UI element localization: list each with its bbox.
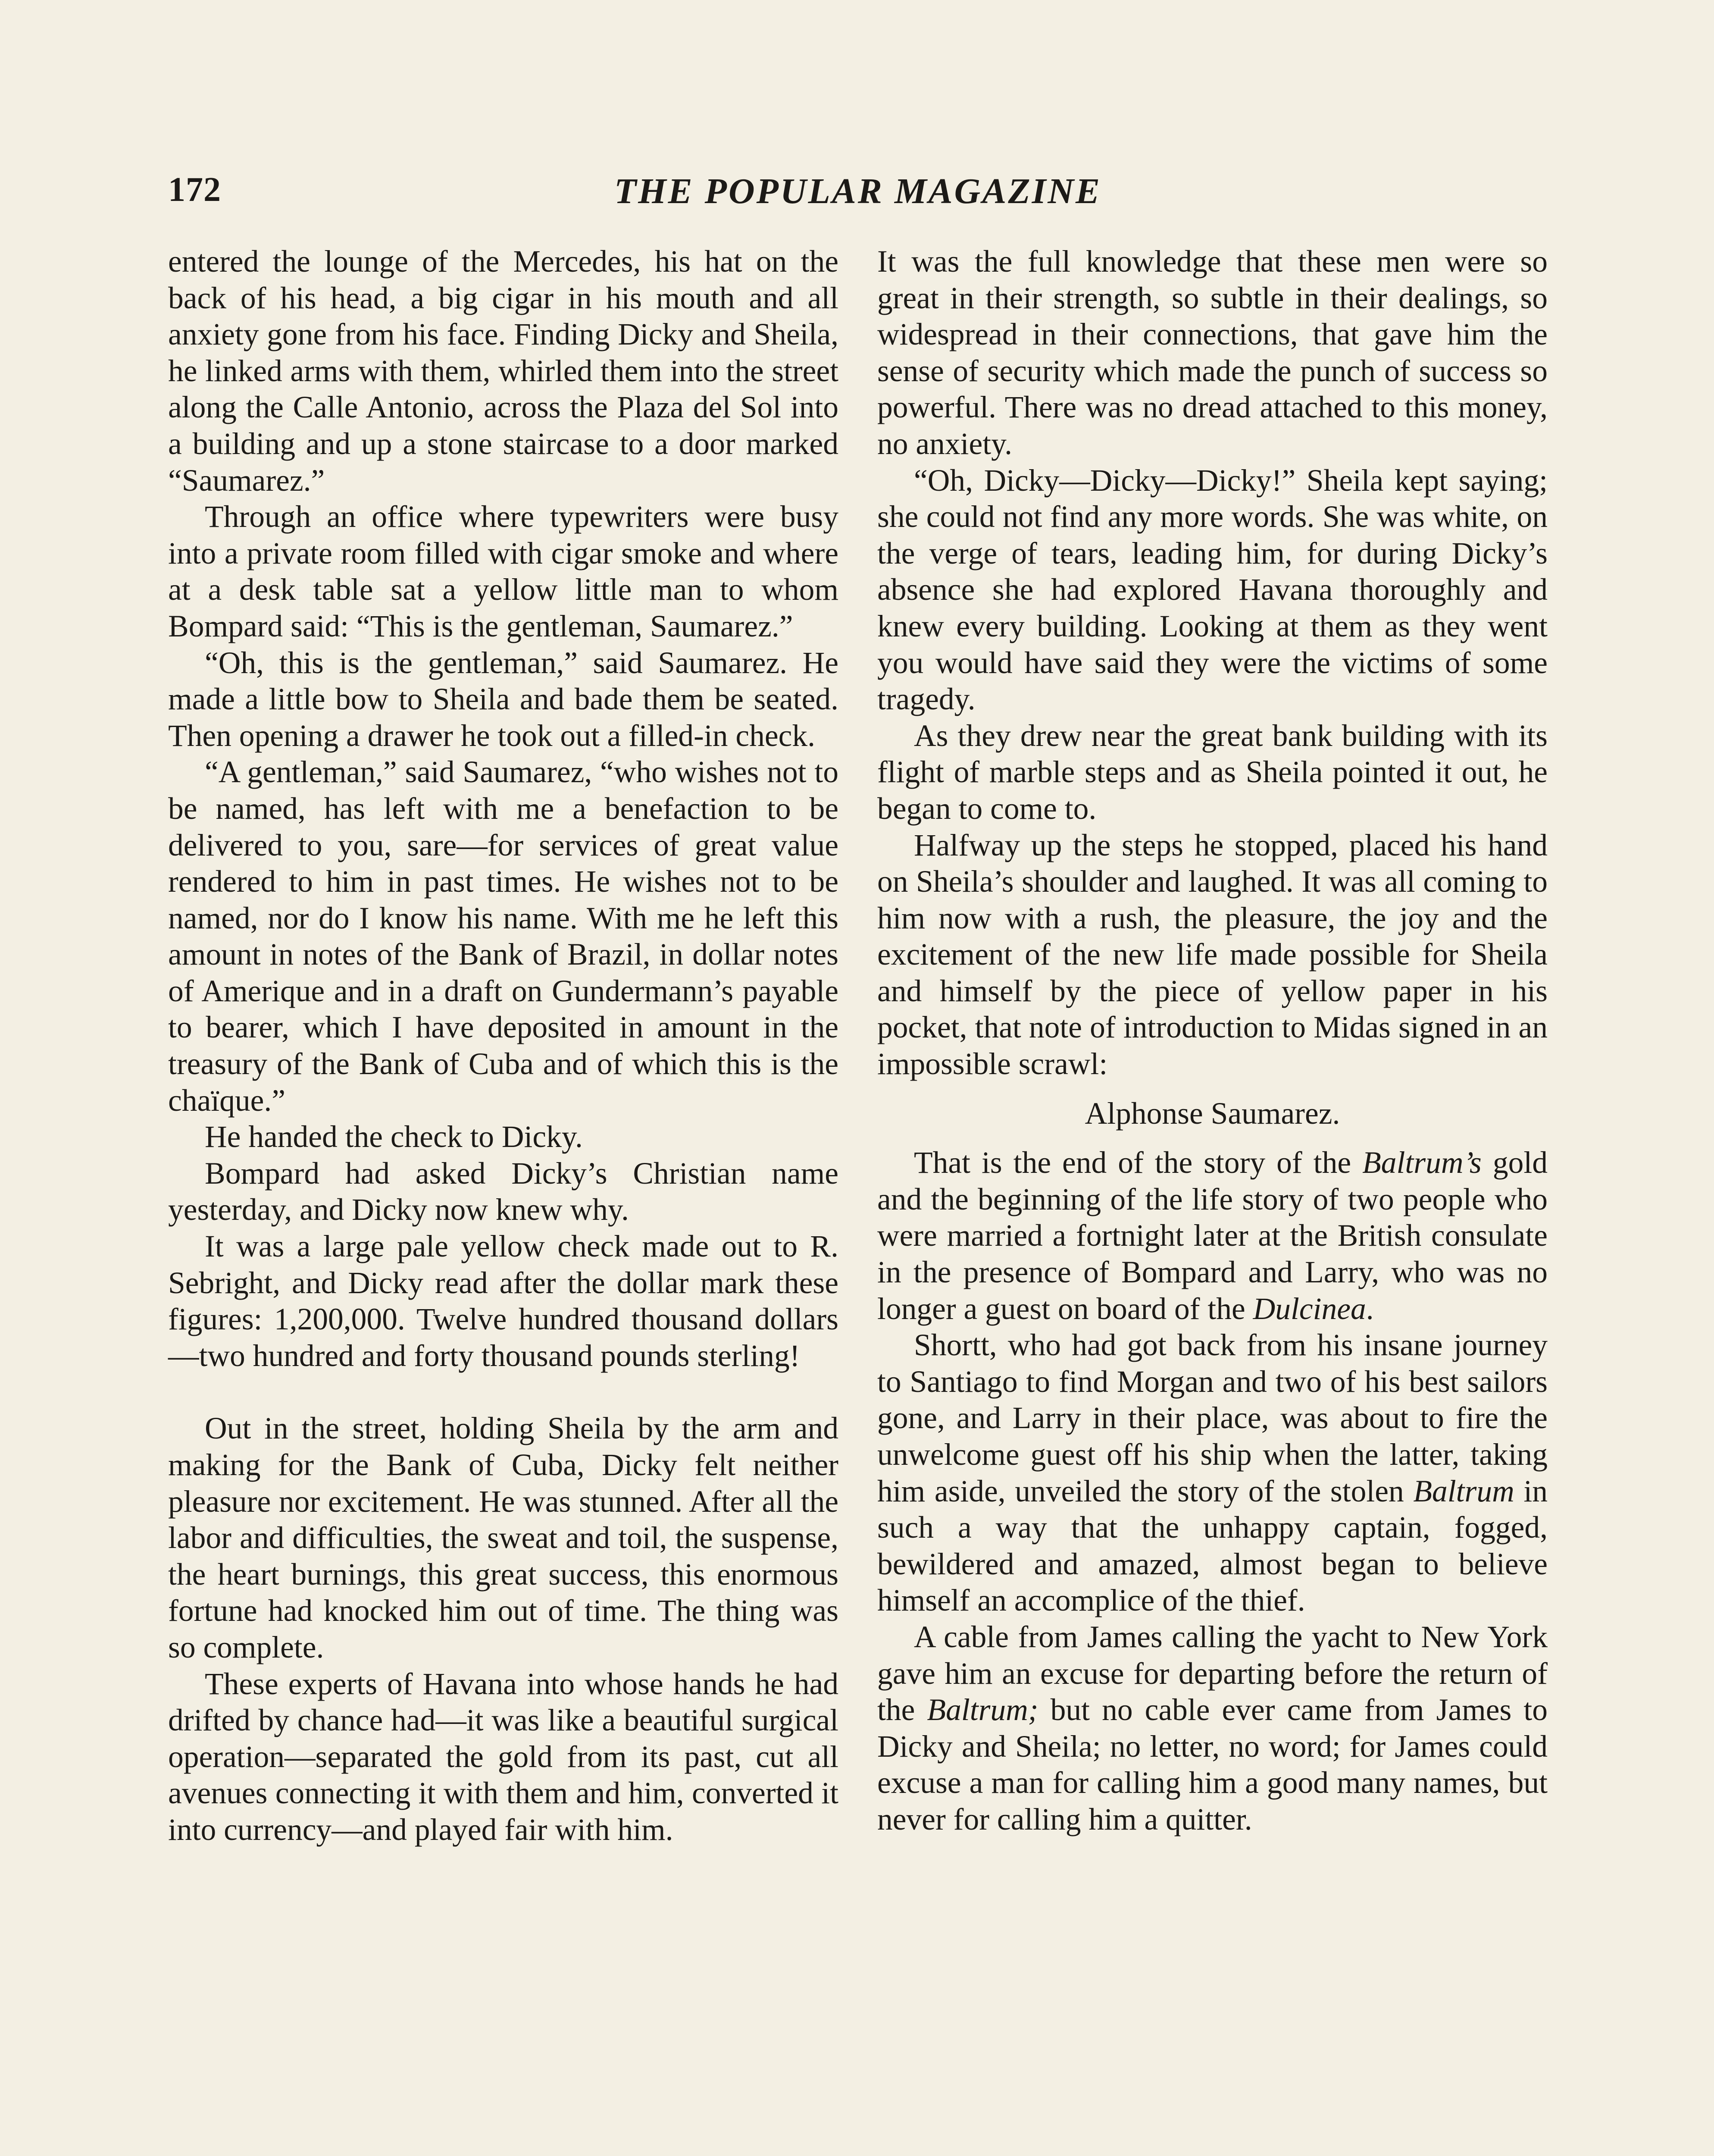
left-column: [168, 244, 838, 1849]
paragraph: As they drew near the great bank building with its flight of marble steps and as Sheila pointed it out, he began to come to.: [877, 718, 1548, 826]
page-header: [168, 170, 1548, 218]
paragraph: Through an office where typewriters were busy into a private room filled with cigar smoke and where at a desk table sat a yellow little man to whom Bompard said: “This is the gentleman, Saumarez.”: [168, 500, 838, 643]
paragraph: “Oh, this is the gentleman,” said Saumarez. He made a little bow to Sheila and bade them be seated. Then opening a drawer he took out a filled-in check.: [168, 646, 838, 753]
magazine-title: THE POPULAR MAGAZINE: [614, 171, 1102, 211]
right-column: [877, 244, 1548, 1838]
paragraph: These experts of Havana into whose hands he had drifted by chance had—it was like a beautiful surgical operation—separated the gold from its past, cut all avenues connecting it with them and him, converted it into currency—and played fair with him.: [168, 1667, 838, 1847]
paragraph: entered the lounge of the Mercedes, his hat on the back of his head, a big cigar in his mouth and all anxiety gone from his face. Finding Dicky and Sheila, he linked arms with them, whirled them into the street along the Calle Antonio, across the Plaza del Sol into a building and up a stone staircase to a door marked “Saumarez.”: [168, 244, 838, 498]
signature-line: Alphonse Saumarez.: [1085, 1096, 1340, 1131]
paragraph: He handed the check to Dicky.: [205, 1120, 583, 1154]
paragraph: “Oh, Dicky—Dicky—Dicky!” Sheila kept saying; she could not find any more words. She was white, on the verge of tears, leading him, for during Dicky’s absence she had explored Havana thoroughly and knew every building. Looking at them as they went you would have said they were the victims of some tragedy.: [877, 463, 1548, 717]
paragraph: It was the full knowledge that these men were so great in their strength, so subtle in their dealings, so widespread in their connections, that gave him the sense of security which made the punch of success so powerful. There was no dread attached to this money, no anxiety.: [877, 244, 1548, 461]
paragraph: That is the end of the story of the Baltrum’s gold and the beginning of the life story of two people who were married a fortnight later at the British consulate in the presence of Bompard and Larry, who was no longer a guest on board of the Dulcinea.: [877, 1146, 1548, 1326]
paragraph: “A gentleman,” said Saumarez, “who wishes not to be named, has left with me a benefaction to be delivered to you, sare—for services of great value rendered to him in past times. He wishes not to be named, nor do I know his name. With me he left this amount in notes of the Bank of Brazil, in dollar notes of Amerique and in a draft on Gundermann’s payable to bearer, which I have deposited in amount in the treasury of the Bank of Cuba and of which this is the chaïque.”: [168, 755, 838, 1118]
paragraph: It was a large pale yellow check made out to R. Sebright, and Dicky read after the dollar mark these figures: 1,200,000. Twelve hundred thousand dollars—two hundred and forty thousand pounds sterling!: [168, 1229, 838, 1373]
page-number: 172: [168, 171, 221, 209]
paragraph: A cable from James calling the yacht to New York gave him an excuse for departing before the return of the Baltrum; but no cable ever came from James to Dicky and Sheila; no letter, no word; for James could excuse a man for calling him a good many names, but never for calling him a quitter.: [877, 1620, 1548, 1836]
paragraph: Out in the street, holding Sheila by the arm and making for the Bank of Cuba, Dicky felt neither pleasure nor excitement. He was stunned. After all the labor and difficulties, the sweat and toil, the suspense, the heart burnings, this great success, this enormous fortune had knocked him out of time. The thing was so complete.: [168, 1411, 838, 1664]
paragraph: Bompard had asked Dicky’s Christian name yesterday, and Dicky now knew why.: [168, 1156, 838, 1227]
paragraph: Shortt, who had got back from his insane journey to Santiago to find Morgan and two of his best sailors gone, and Larry in their place, was about to fire the unwelcome guest off his ship when the latter, taking him aside, unveiled the story of the stolen Baltrum in such a way that the unhappy captain, fogged, bewildered and amazed, almost began to believe himself an accomplice of the thief.: [877, 1328, 1548, 1618]
paragraph: Halfway up the steps he stopped, placed his hand on Sheila’s shoulder and laughed. It was all coming to him now with a rush, the pleasure, the joy and the excitement of the new life made possible for Sheila and himself by the piece of yellow paper in his pocket, that note of introduction to Midas signed in an impossible scrawl:: [877, 828, 1548, 1081]
